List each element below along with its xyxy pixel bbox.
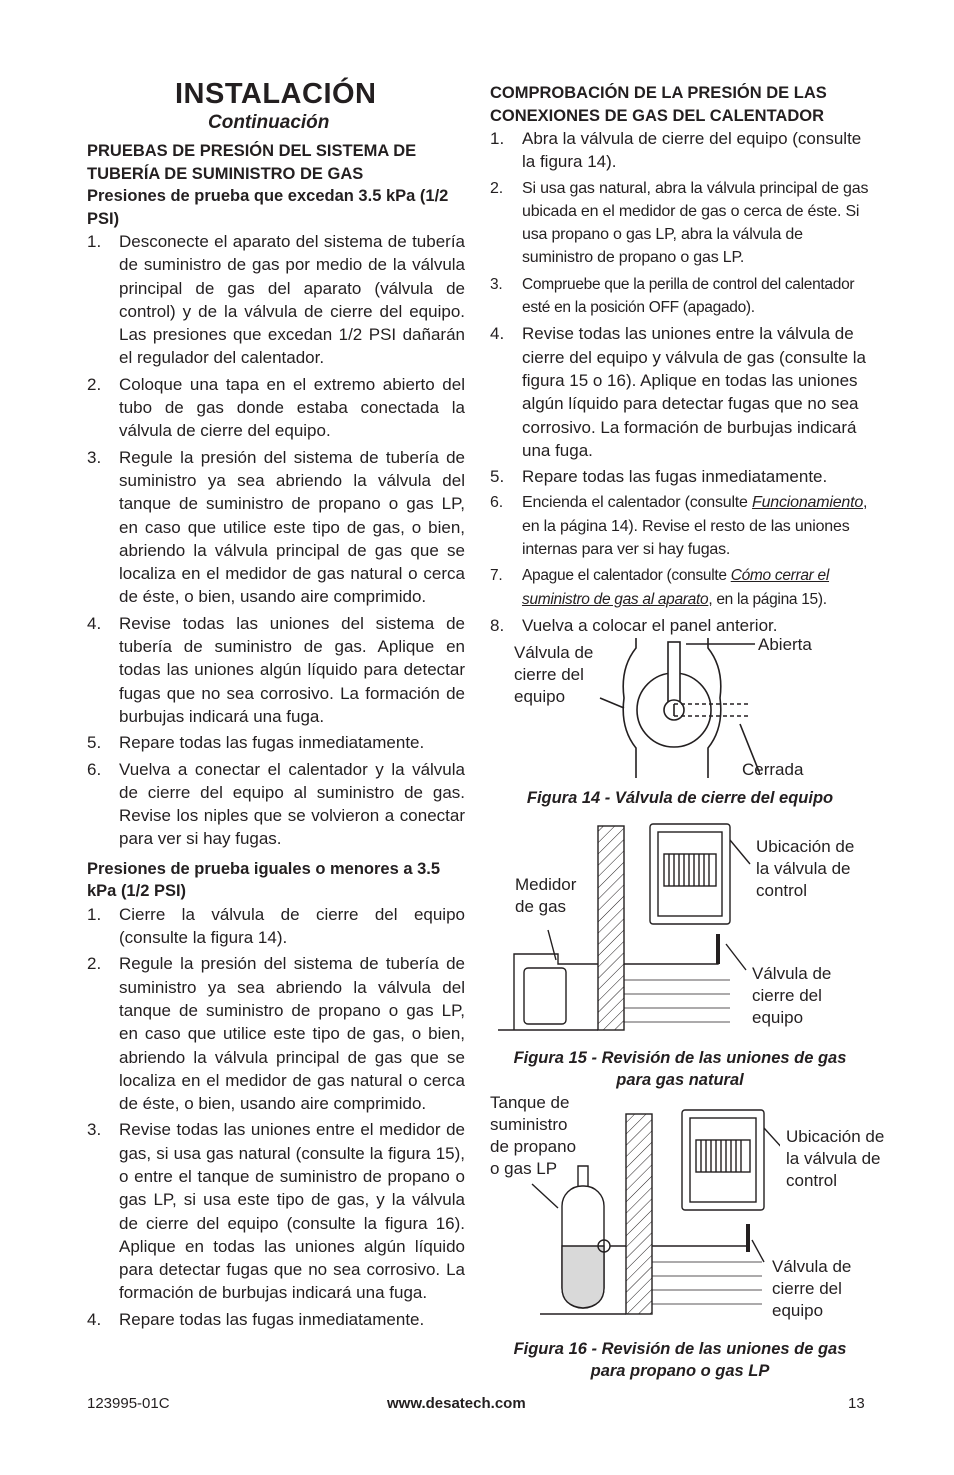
page-subtitle: Continuación	[208, 112, 330, 133]
label-closed: Cerrada	[742, 760, 804, 779]
list-item: 4. Revise todas las uniones del sistema de tubería de suministro de gas. Aplique en todas las uniones algún líquido para detectar fugas que no sea corrosivo. La formación de burbujas indicará una fuga.	[87, 613, 465, 726]
list-item: 6. Vuelva a conectar el calentador y la válvula de cierre del equipo al suministro de gas. Revise los niples que se volvieron a conectar para ver si hay fugas.	[87, 759, 465, 849]
list-item: 2. Regule la presión del sistema de tubería de suministro ya sea abriendo la válvula del tanque de suministro de propano o gas LP, en caso que utilice este tipo de gas, o bien, abriendo la válvula principal de gas que se localiza en el medidor de gas natural o cerca de éste, o bien, usando aire comprimido.	[87, 954, 465, 1114]
list-item: 5. Repare todas las fugas inmediatamente.	[87, 733, 425, 753]
section-heading-right: COMPROBACIÓN DE LA PRESIÓN DE LAS CONEXIONES DE GAS DEL CALENTADOR	[490, 84, 827, 125]
list-item: 5. Repare todas las fugas inmediatamente.	[490, 467, 828, 487]
label-control-fig16: Ubicación de la válvula de control	[786, 1127, 885, 1190]
label-tank: Tanque de suministro de propano o gas LP	[490, 1093, 577, 1178]
list-item: 2. Si usa gas natural, abra la válvula principal de gas ubicada en el medidor de gas o cerca de éste. Si usa propano o gas LP, abra la válvula de suministro de propano o gas LP.	[490, 179, 869, 267]
list-item: 3. Regule la presión del sistema de tubería de suministro ya sea abriendo la válvula del tanque de suministro de propano o gas LP, en caso que utilice este tipo de gas, o bien, abriendo la válvula principal de gas que se localiza en el medidor de gas natural o cerca de éste, o bien, usando aire comprimido.	[87, 447, 465, 607]
left-column	[87, 140, 465, 1331]
website-link[interactable]: www.desatech.com	[387, 1395, 526, 1412]
list-item: 7. Apague el calentador (consulte Cómo cerrar el suministro de gas al aparato, en la página 15).	[490, 567, 830, 608]
figure-14-valve-diagram	[590, 628, 760, 778]
right-column	[490, 82, 870, 637]
list-item: 4. Repare todas las fugas inmediatamente.	[87, 1309, 425, 1329]
figure-15-natural-gas-diagram	[498, 818, 758, 1040]
list-item: 4. Revise todas las uniones entre la válvula de cierre del equipo y válvula de gas (consulte la figura 15 o 16). Aplique en todas las uniones algún líquido para detectar fugas que no sea corrosivo. La formación de burbujas indicará una fuga.	[490, 324, 866, 460]
list-item: 1. Desconecte el aparato del sistema de tubería de suministro de gas por medio de la válvula principal de gas del aparato (válvula de control) y de la válvula de cierre del equipo. Las presiones que excedan 1/2 PSI dañarán el regulador del calentador.	[87, 232, 465, 368]
document-code: 123995-01C	[87, 1395, 170, 1412]
caption-fig14: Figura 14 - Válvula de cierre del equipo	[526, 789, 834, 807]
link-funcionamiento[interactable]: Funcionamiento	[752, 494, 864, 512]
list-item: 6. Encienda el calentador (consulte Funcionamiento, en la página 14). Revise el resto de las uniones internas para ver si hay fugas.	[490, 494, 868, 559]
list-item: 3. Revise todas las uniones entre el medidor de gas, si usa gas natural (consulte la figura 15), o entre el tanque de suministro de propano o gas LP, si usa este tipo de gas, y la válvula de cierre del equipo (consulte la figura 16). Aplique en todas las uniones algún líquido para detectar fugas que no sea corrosivo. La formación de burbujas indicará una fuga.	[87, 1120, 465, 1303]
label-control-fig15: Ubicación de la válvula de control	[756, 837, 855, 900]
caption-fig16: Figura 16 - Revisión de las uniones de gas para propano o gas LP	[513, 1340, 847, 1380]
list-under	[87, 903, 465, 1331]
label-meter: Medidor de gas	[515, 875, 577, 916]
label-open: Abierta	[758, 635, 812, 654]
list-item: 1. Cierre la válvula de cierre del equipo (consulte la figura 14).	[87, 904, 465, 948]
list-item: 1. Abra la válvula de cierre del equipo (consulte la figura 14).	[490, 129, 862, 172]
caption-fig15: Figura 15 - Revisión de las uniones de gas para gas natural	[513, 1049, 847, 1089]
section-heading: PRUEBAS DE PRESIÓN DEL SISTEMA DE TUBERÍA DE SUMINISTRO DE GAS	[87, 142, 417, 183]
list-item: 3. Compruebe que la perilla de control del calentador esté en la posición OFF (apagado).	[490, 275, 855, 317]
list-over	[87, 230, 465, 851]
page-number: 13	[848, 1395, 865, 1412]
link-cerrar-suministro[interactable]: Cómo cerrar el suministro de gas al aparato	[522, 567, 830, 608]
label-valve-fig14: Válvula de cierre del equipo	[514, 643, 594, 706]
subheading-over: Presiones de prueba que excedan 3.5 kPa (1/2 PSI)	[87, 187, 449, 228]
label-valve-fig16: Válvula de cierre del equipo	[772, 1257, 852, 1320]
label-valve-fig15: Válvula de cierre del equipo	[752, 964, 832, 1027]
list-item: 2. Coloque una tapa en el extremo abierto del tubo de gas donde estaba conectada la válvula de cierre del equipo.	[87, 374, 465, 441]
list-item: 8. Vuelva a colocar el panel anterior.	[490, 615, 778, 635]
list-check	[490, 127, 870, 488]
subheading-under: Presiones de prueba iguales o menores a 3.5 kPa (1/2 PSI)	[87, 859, 441, 901]
page-title: INSTALACIÓN	[175, 78, 377, 110]
